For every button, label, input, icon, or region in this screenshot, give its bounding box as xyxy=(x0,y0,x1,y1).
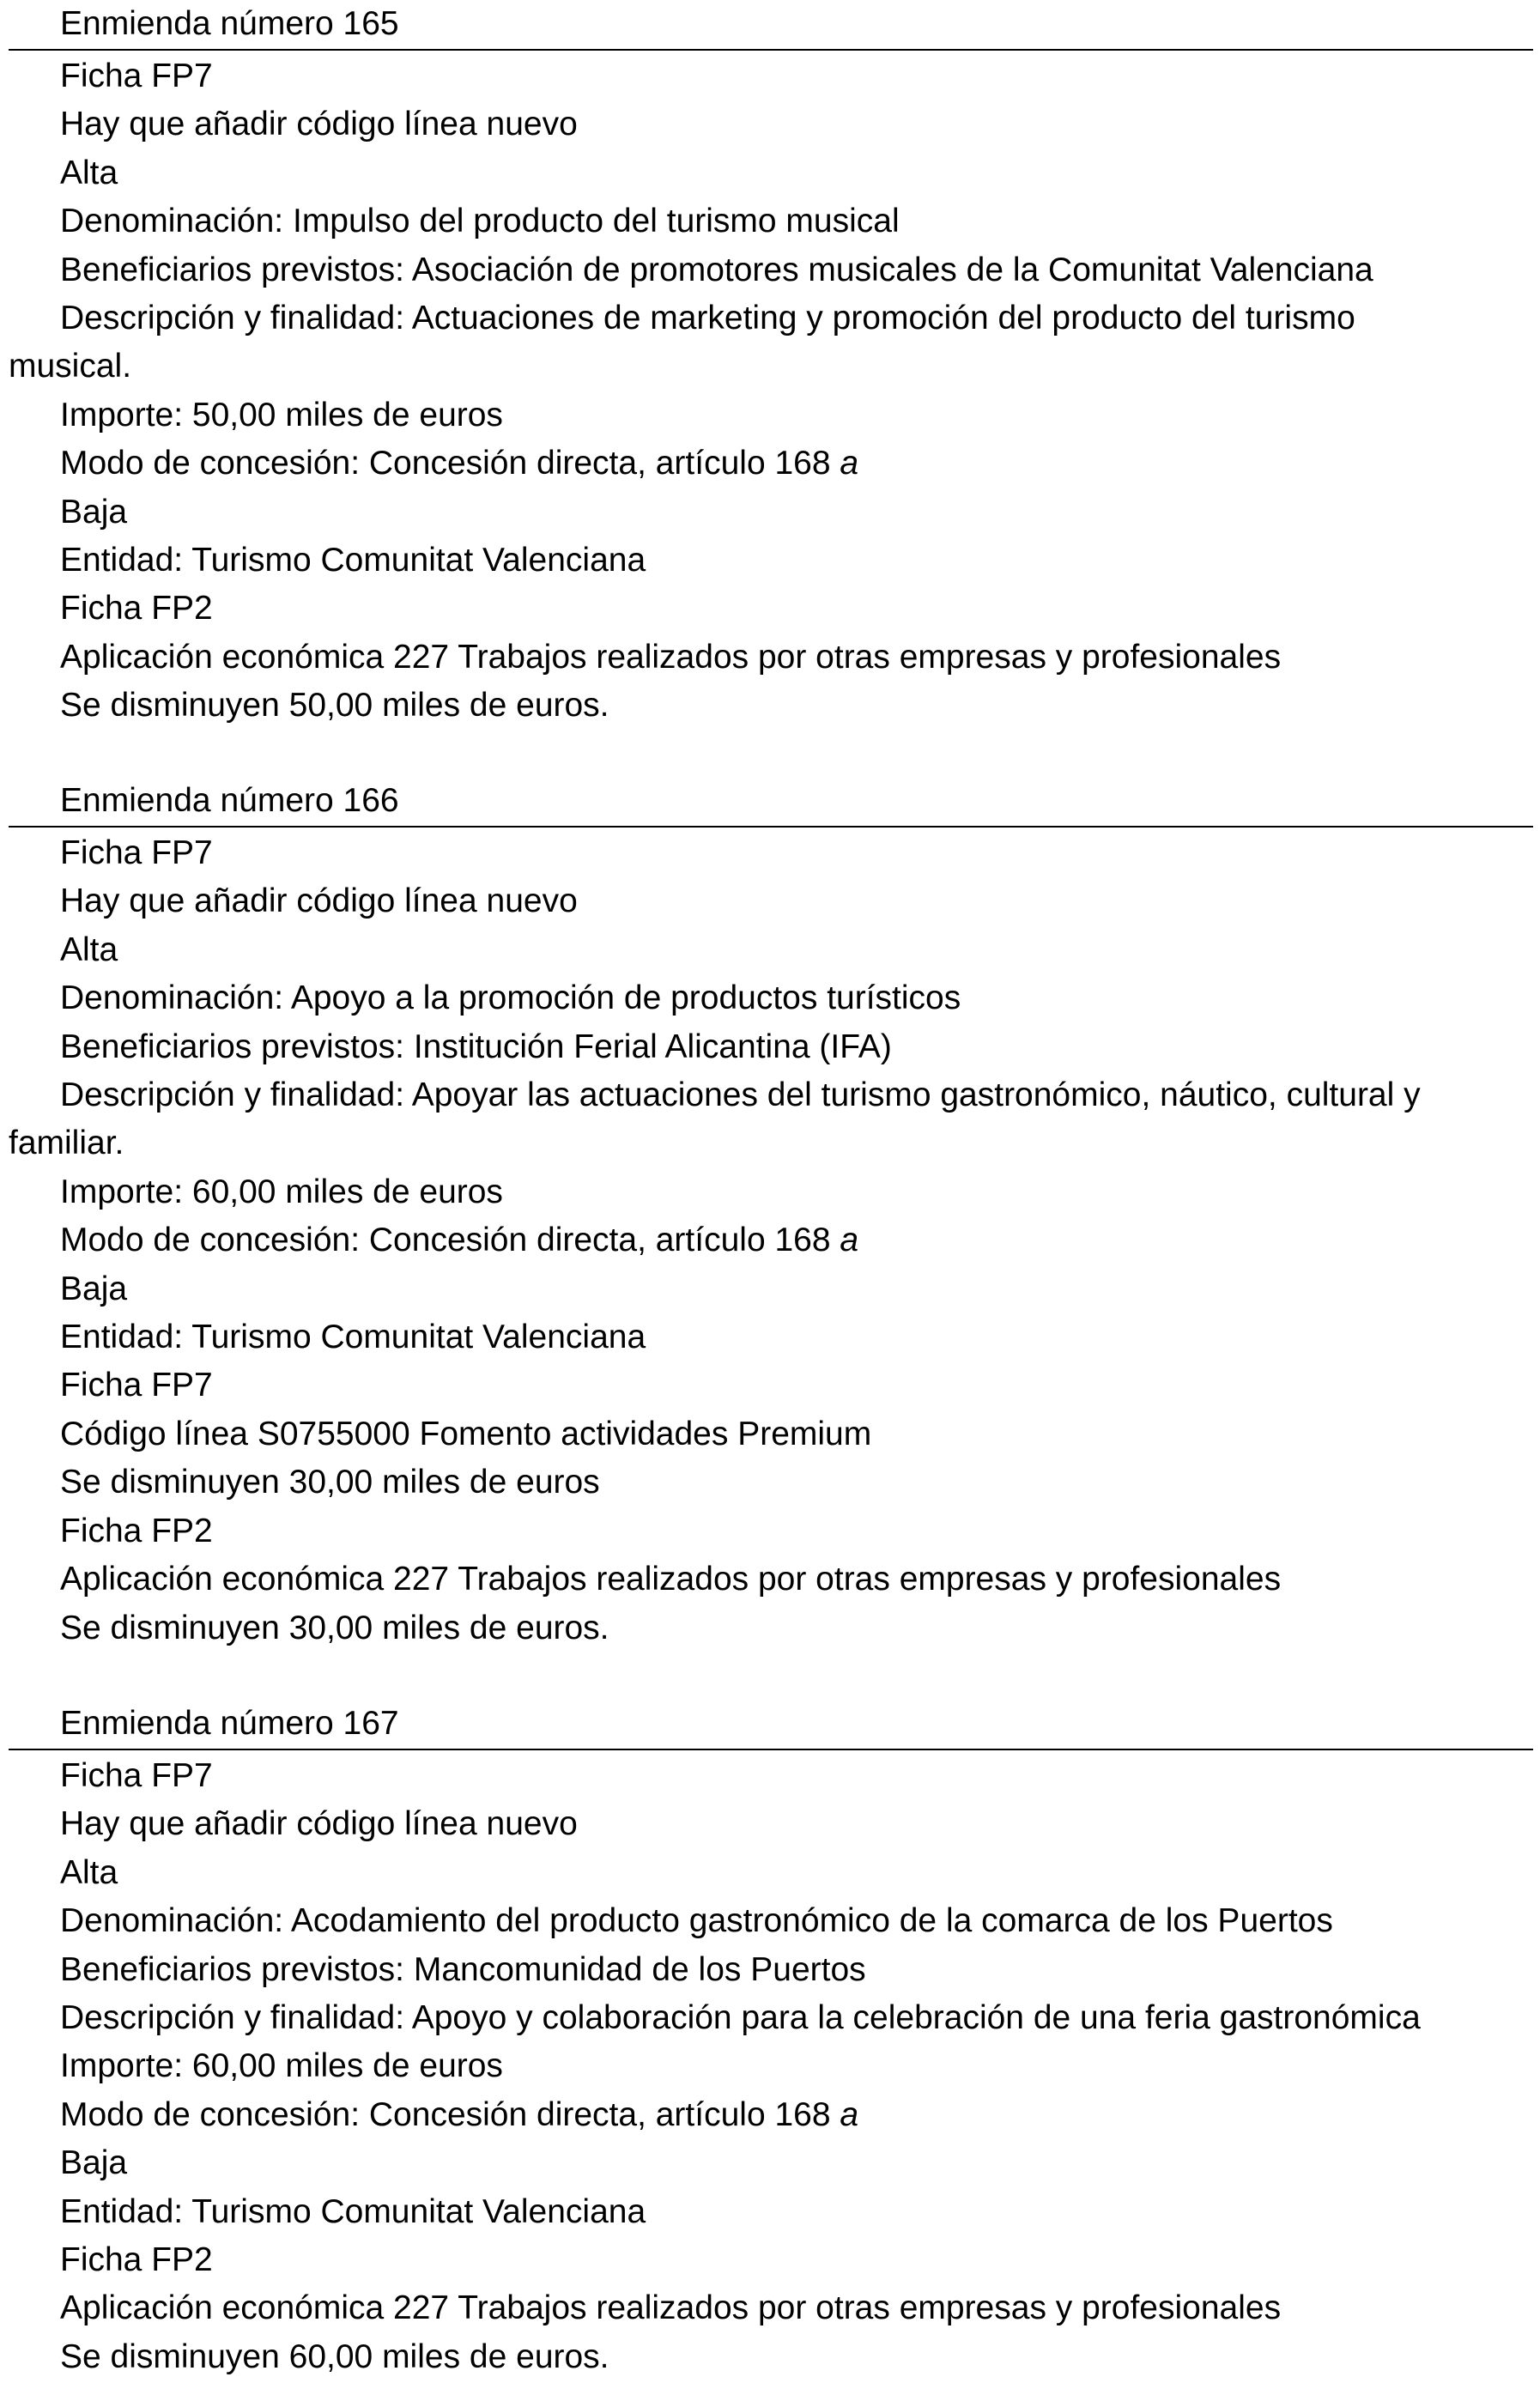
body-line: Importe: 50,00 miles de euros xyxy=(60,396,503,434)
body-line-continuation: musical. xyxy=(9,348,132,385)
body-line: Alta xyxy=(60,1853,118,1891)
amendment-heading: Enmienda número 166 xyxy=(60,782,399,819)
concession-text: Modo de concesión: Concesión directa, artículo 168 xyxy=(60,445,831,482)
amendment-heading: Enmienda número 167 xyxy=(60,1705,399,1742)
amendment-heading: Enmienda número 165 xyxy=(60,5,399,42)
body-line: Se disminuyen 50,00 miles de euros. xyxy=(60,687,609,725)
heading-rule xyxy=(9,49,1533,51)
body-line: Descripción y finalidad: Apoyo y colaboración para la celebración de una feria gastronómica xyxy=(60,1999,1421,2037)
concession-letter: a xyxy=(840,1222,859,1259)
body-line: Ficha FP2 xyxy=(60,2241,213,2279)
heading-rule xyxy=(9,1749,1533,1750)
body-line: Beneficiarios previstos: Mancomunidad de los Puertos xyxy=(60,1950,866,1988)
concession-line xyxy=(0,440,1540,488)
body-line: Denominación: Acodamiento del producto gastronómico de la comarca de los Puertos xyxy=(60,1902,1333,1940)
body-line: Hay que añadir código línea nuevo xyxy=(60,106,578,143)
concession-line xyxy=(0,2091,1540,2139)
body-line: Ficha FP2 xyxy=(60,1512,213,1549)
body-line: Aplicación económica 227 Trabajos realizados por otras empresas y profesionales xyxy=(60,1561,1282,1598)
body-line: Baja xyxy=(60,1270,128,1307)
amendment-166 xyxy=(0,777,1540,1652)
concession-letter: a xyxy=(840,445,859,482)
amendment-165 xyxy=(0,0,1540,731)
body-line: Ficha FP7 xyxy=(60,1367,213,1404)
body-line: Aplicación económica 227 Trabajos realizados por otras empresas y profesionales xyxy=(60,2289,1282,2327)
body-line: Alta xyxy=(60,931,118,968)
concession-text: Modo de concesión: Concesión directa, artículo 168 xyxy=(60,1222,831,1259)
body-line: Descripción y finalidad: Apoyar las actuaciones del turismo gastronómico, náutico, cultural y xyxy=(60,1076,1421,1114)
body-line: Entidad: Turismo Comunitat Valenciana xyxy=(60,542,646,579)
amendment-body xyxy=(0,829,1540,1652)
amendment-body xyxy=(0,52,1540,731)
body-line: Ficha FP7 xyxy=(60,834,213,871)
body-line: Ficha FP2 xyxy=(60,590,213,628)
body-line-continuation: familiar. xyxy=(9,1125,124,1162)
body-line: Ficha FP7 xyxy=(60,1757,213,1794)
body-line: Importe: 60,00 miles de euros xyxy=(60,2047,503,2085)
concession-line xyxy=(0,1216,1540,1264)
concession-text: Modo de concesión: Concesión directa, artículo 168 xyxy=(60,2095,831,2133)
body-line: Aplicación económica 227 Trabajos realizados por otras empresas y profesionales xyxy=(60,638,1282,676)
concession-letter: a xyxy=(840,2095,859,2133)
amendment-167 xyxy=(0,1700,1540,2381)
body-line: Hay que añadir código línea nuevo xyxy=(60,1805,578,1843)
body-line: Baja xyxy=(60,493,128,531)
body-line: Se disminuyen 60,00 miles de euros. xyxy=(60,2338,609,2375)
body-line: Alta xyxy=(60,154,118,191)
body-line: Se disminuyen 30,00 miles de euros xyxy=(60,1464,600,1501)
body-line: Código línea S0755000 Fomento actividades Premium xyxy=(60,1415,872,1452)
body-line: Importe: 60,00 miles de euros xyxy=(60,1173,503,1210)
body-line: Hay que añadir código línea nuevo xyxy=(60,882,578,920)
heading-rule xyxy=(9,826,1533,828)
body-line: Beneficiarios previstos: Asociación de promotores musicales de la Comunitat Valenciana xyxy=(60,251,1373,288)
body-line: Denominación: Impulso del producto del turismo musical xyxy=(60,203,900,240)
body-line: Ficha FP7 xyxy=(60,58,213,94)
body-line: Denominación: Apoyo a la promoción de productos turísticos xyxy=(60,979,961,1017)
body-line: Descripción y finalidad: Actuaciones de marketing y promoción del producto del turismo xyxy=(60,300,1355,337)
body-line: Se disminuyen 30,00 miles de euros. xyxy=(60,1609,609,1646)
body-line: Beneficiarios previstos: Institución Ferial Alicantina (IFA) xyxy=(60,1028,892,1065)
body-line: Entidad: Turismo Comunitat Valenciana xyxy=(60,2192,646,2230)
amendment-body xyxy=(0,1752,1540,2381)
body-line: Baja xyxy=(60,2144,128,2182)
body-line: Entidad: Turismo Comunitat Valenciana xyxy=(60,1319,646,1356)
